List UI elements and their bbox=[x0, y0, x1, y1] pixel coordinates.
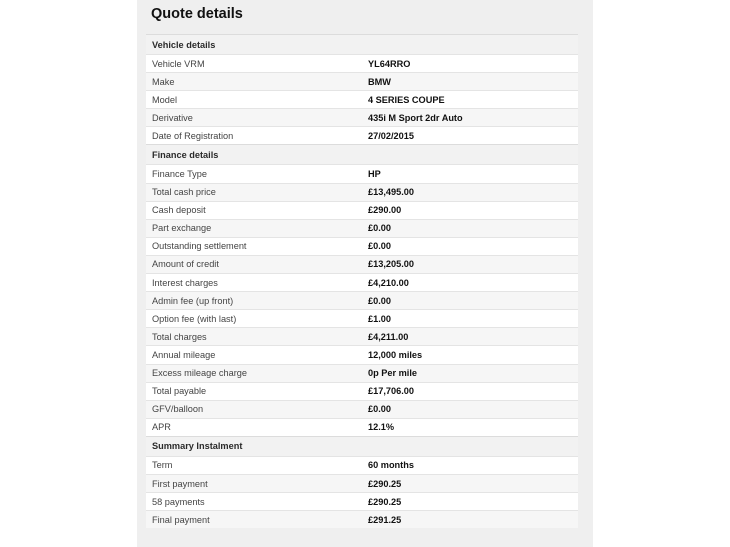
table-row bbox=[146, 183, 578, 201]
table-row bbox=[146, 72, 578, 90]
section-heading-vehicle: Vehicle details bbox=[146, 34, 578, 54]
row-value: £13,205.00 bbox=[368, 259, 414, 270]
row-value: 0p Per mile bbox=[368, 368, 418, 379]
table-row bbox=[146, 492, 578, 510]
row-label: Finance Type bbox=[152, 169, 207, 180]
row-value: £291.25 bbox=[368, 514, 402, 525]
row-value: BMW bbox=[368, 76, 391, 87]
table-row bbox=[146, 201, 578, 219]
table-row bbox=[146, 291, 578, 309]
row-value: £290.25 bbox=[368, 478, 402, 489]
row-value: £13,495.00 bbox=[368, 187, 414, 198]
row-value: £290.25 bbox=[368, 496, 402, 507]
row-value: £0.00 bbox=[368, 404, 391, 415]
row-value: £0.00 bbox=[368, 295, 391, 306]
row-label: Total charges bbox=[152, 331, 207, 342]
row-label: Outstanding settlement bbox=[152, 241, 247, 252]
row-label: Interest charges bbox=[152, 277, 218, 288]
quote-table bbox=[146, 34, 578, 528]
row-value: £4,210.00 bbox=[368, 277, 409, 288]
row-label: Vehicle VRM bbox=[152, 58, 205, 69]
table-row bbox=[146, 418, 578, 436]
table-row bbox=[146, 456, 578, 474]
table-row bbox=[146, 90, 578, 108]
row-label: APR bbox=[152, 422, 171, 433]
table-row bbox=[146, 345, 578, 363]
row-value: HP bbox=[368, 169, 381, 180]
row-label: GFV/balloon bbox=[152, 404, 204, 415]
section-heading-finance: Finance details bbox=[146, 144, 578, 164]
row-value: £0.00 bbox=[368, 241, 391, 252]
row-value: £0.00 bbox=[368, 223, 391, 234]
row-label: Derivative bbox=[152, 112, 193, 123]
row-label: Excess mileage charge bbox=[152, 368, 247, 379]
page-title: Quote details bbox=[151, 6, 243, 22]
row-label: Make bbox=[152, 76, 175, 87]
table-row bbox=[146, 237, 578, 255]
row-label: Total payable bbox=[152, 386, 207, 397]
row-value: 27/02/2015 bbox=[368, 130, 414, 141]
table-row bbox=[146, 474, 578, 492]
row-value: £17,706.00 bbox=[368, 386, 414, 397]
row-value: 435i M Sport 2dr Auto bbox=[368, 112, 463, 123]
row-label: Model bbox=[152, 94, 178, 105]
row-label: Cash deposit bbox=[152, 205, 206, 216]
row-label: First payment bbox=[152, 478, 208, 489]
table-row bbox=[146, 364, 578, 382]
table-row bbox=[146, 255, 578, 273]
row-value: £290.00 bbox=[368, 205, 402, 216]
row-label: Annual mileage bbox=[152, 349, 216, 360]
row-value: 4 SERIES COUPE bbox=[368, 94, 445, 105]
table-row bbox=[146, 273, 578, 291]
row-label: Final payment bbox=[152, 514, 210, 525]
row-value: £4,211.00 bbox=[368, 331, 409, 342]
row-label: Part exchange bbox=[152, 223, 212, 234]
row-value: £1.00 bbox=[368, 313, 391, 324]
row-label: Total cash price bbox=[152, 187, 216, 198]
row-value: 12.1% bbox=[368, 422, 395, 433]
table-row bbox=[146, 327, 578, 345]
row-value: 60 months bbox=[368, 460, 414, 471]
row-label: Option fee (with last) bbox=[152, 313, 237, 324]
table-row bbox=[146, 309, 578, 327]
table-row bbox=[146, 108, 578, 126]
table-row bbox=[146, 382, 578, 400]
row-label: Admin fee (up front) bbox=[152, 295, 234, 306]
table-row bbox=[146, 126, 578, 144]
table-row bbox=[146, 219, 578, 237]
table-row bbox=[146, 164, 578, 182]
row-label: Term bbox=[152, 460, 173, 471]
table-row bbox=[146, 400, 578, 418]
row-label: 58 payments bbox=[152, 496, 205, 507]
row-label: Date of Registration bbox=[152, 130, 234, 141]
row-value: YL64RRO bbox=[368, 58, 411, 69]
row-label: Amount of credit bbox=[152, 259, 219, 270]
table-row bbox=[146, 510, 578, 528]
section-heading-summary: Summary Instalment bbox=[146, 436, 578, 456]
table-row bbox=[146, 54, 578, 72]
row-value: 12,000 miles bbox=[368, 349, 423, 360]
